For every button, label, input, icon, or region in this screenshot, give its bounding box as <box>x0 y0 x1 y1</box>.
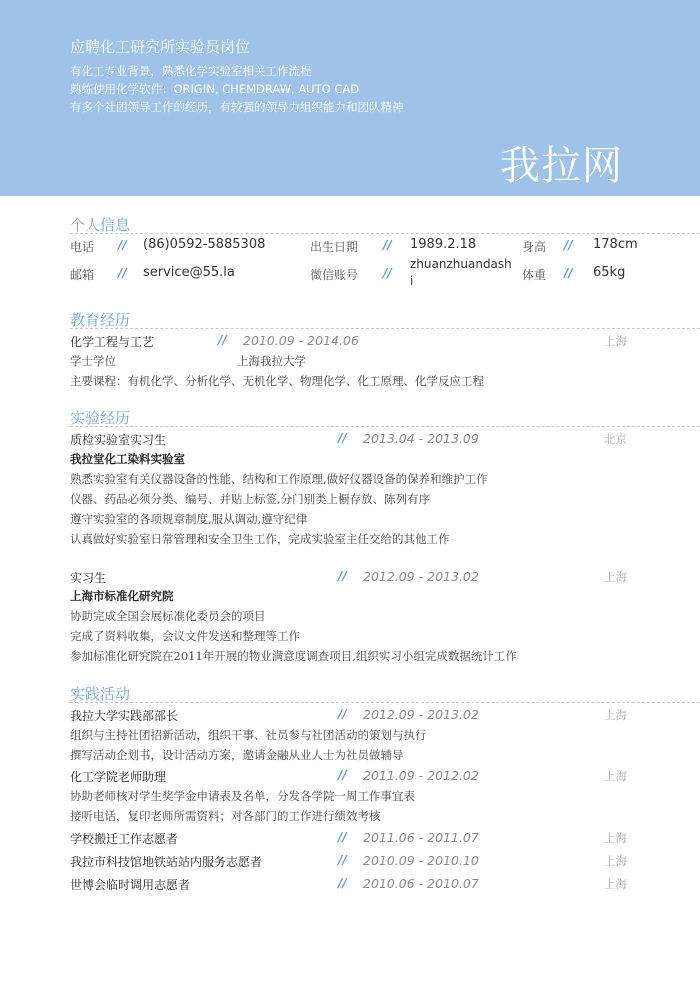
experiment-line: 仪器、药品必须分类、编号、并贴上标签,分门别类上橱存放、陈列有序 <box>70 492 431 506</box>
experiment-date: 2013.04 - 2013.09 <box>363 431 479 446</box>
separator: // <box>338 707 347 721</box>
separator: // <box>118 238 127 252</box>
wechat-value: zhuanzhuandashi <box>410 257 512 288</box>
phone-label: 电话 <box>70 240 95 254</box>
height-value: 178cm <box>593 237 638 252</box>
practice-role: 学校搬迁工作志愿者 <box>70 832 179 846</box>
practice-line: 接听电话，复印老师所需资料；对各部门的工作进行绩效考核 <box>70 809 381 823</box>
practice-date: 2010.09 - 2010.10 <box>363 853 479 868</box>
practice-line: 协助老师核对学生奖学金申请表及名单，分发各学院一周工作事宜表 <box>70 789 415 803</box>
email-label: 邮箱 <box>70 268 95 282</box>
experiment-location: 上海 <box>604 570 627 584</box>
practice-role: 世博会临时调用志愿者 <box>70 878 191 892</box>
section-title-education: 教育经历 <box>70 311 131 329</box>
experiment-line: 认真做好实验室日常管理和安全卫生工作，完成实验室主任交给的其他工作 <box>70 532 450 546</box>
section-title-personal: 个人信息 <box>70 216 131 234</box>
separator: // <box>338 768 347 782</box>
experiment-org: 我拉堂化工染料实验室 <box>70 452 185 466</box>
education-location: 上海 <box>604 334 627 348</box>
email-value: service@55.la <box>143 265 235 280</box>
separator: // <box>383 266 392 280</box>
birth-value: 1989.2.18 <box>410 237 477 252</box>
software-list: ORIGIN, CHEMDRAW, AUTO CAD <box>173 82 360 96</box>
phone-value: (86)0592-5885308 <box>143 237 266 252</box>
separator: // <box>564 238 573 252</box>
separator: // <box>218 333 227 347</box>
experiment-line: 协助完成全国会展标准化委员会的项目 <box>70 609 266 623</box>
education-major: 化学工程与工艺 <box>70 335 155 349</box>
experiment-role: 质检实验室实习生 <box>70 433 167 447</box>
job-objective-title: 应聘化工研究所实验员岗位 <box>70 38 251 56</box>
practice-role: 我拉大学实践部部长 <box>70 709 179 723</box>
height-label: 身高 <box>522 240 547 254</box>
separator: // <box>564 266 573 280</box>
experiment-line: 遵守实验室的各项规章制度,服从调动,遵守纪律 <box>70 512 308 526</box>
experiment-line: 熟悉实验室有关仪器设备的性能、结构和工作原理,做好仪器设备的保养和维护工作 <box>70 472 488 486</box>
education-degree: 学士学位 <box>70 354 116 368</box>
section-title-experiments: 实验经历 <box>70 409 131 427</box>
education-date: 2010.09 - 2014.06 <box>243 333 359 348</box>
practice-location: 上海 <box>604 831 627 845</box>
practice-location: 上海 <box>604 708 627 722</box>
weight-value: 65kg <box>593 265 626 280</box>
separator: // <box>118 266 127 280</box>
experiment-line: 完成了资料收集，会议文件发送和整理等工作 <box>70 629 300 643</box>
summary-line-1: 有化工专业背景，熟悉化学实验室相关工作流程 <box>70 64 312 78</box>
practice-role: 我拉市科技馆地铁站站内服务志愿者 <box>70 855 263 869</box>
separator: // <box>338 431 347 445</box>
site-logo: 我拉网 <box>500 143 623 189</box>
experiment-line: 参加标准化研究院在2011年开展的物业满意度调查项目,组织实习小组完成数据统计工作 <box>70 649 517 663</box>
section-divider <box>70 702 700 703</box>
summary-line-2-prefix: 熟练使用化学软件： <box>70 82 174 96</box>
education-courses: 主要课程：有机化学、分析化学、无机化学、物理化学、化工原理、化学反应工程 <box>70 374 484 388</box>
section-divider <box>70 328 700 329</box>
practice-location: 上海 <box>604 769 627 783</box>
practice-date: 2011.06 - 2011.07 <box>363 830 479 845</box>
practice-line: 组织与主持社团招新活动，组织干事、社员参与社团活动的策划与执行 <box>70 728 427 742</box>
practice-role: 化工学院老师助理 <box>70 770 167 784</box>
weight-label: 体重 <box>522 268 547 282</box>
practice-location: 上海 <box>604 854 627 868</box>
separator: // <box>338 853 347 867</box>
practice-date: 2011.09 - 2012.02 <box>363 768 479 783</box>
summary-line-2 <box>70 81 359 97</box>
wechat-label: 微信账号 <box>310 268 359 282</box>
separator: // <box>338 569 347 583</box>
separator: // <box>338 830 347 844</box>
separator: // <box>338 876 347 890</box>
section-divider <box>70 233 700 234</box>
section-title-practice: 实践活动 <box>70 685 131 703</box>
practice-date: 2012.09 - 2013.02 <box>363 707 479 722</box>
separator: // <box>383 238 392 252</box>
practice-date: 2010.06 - 2010.07 <box>363 876 479 891</box>
section-divider <box>70 426 700 427</box>
education-school: 上海我拉大学 <box>237 354 306 368</box>
summary-line-3: 有多个社团领导工作的经历，有较强的领导力组织能力和团队精神 <box>70 100 404 114</box>
experiment-org: 上海市标准化研究院 <box>70 589 174 603</box>
practice-line: 撰写活动企划书，设计活动方案，邀请金融从业人士为社员做辅导 <box>70 748 404 762</box>
header-banner <box>0 0 700 196</box>
birth-label: 出生日期 <box>310 240 359 254</box>
experiment-date: 2012.09 - 2013.02 <box>363 569 479 584</box>
experiment-location: 北京 <box>604 432 627 446</box>
practice-location: 上海 <box>604 877 627 891</box>
experiment-role: 实习生 <box>70 571 107 585</box>
